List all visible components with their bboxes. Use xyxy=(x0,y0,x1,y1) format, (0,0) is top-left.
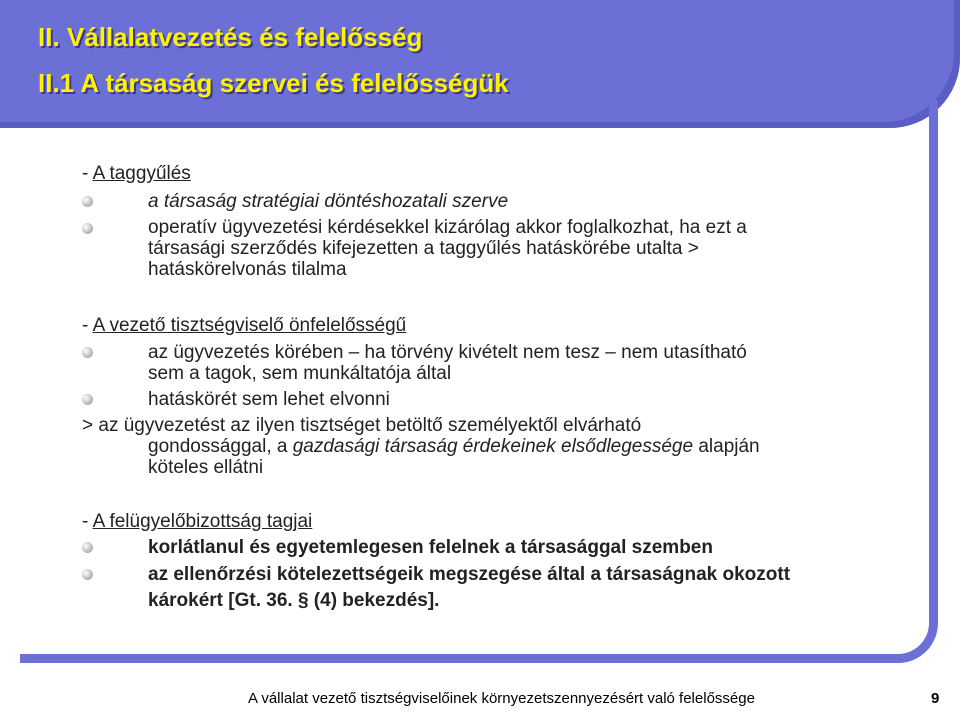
section-heading-vezeto: - A vezető tisztségviselő önfelelősségű xyxy=(82,315,407,336)
section-heading-taggyules: - A taggyűlés xyxy=(82,163,191,184)
list-item: az ellenőrzési kötelezettségeik megszegése által a társaságnak okozott xyxy=(148,564,791,585)
bullet-icon xyxy=(82,223,93,234)
list-item: korlátlanul és egyetemlegesen felelnek a társasággal szemben xyxy=(148,537,713,558)
list-item: az ügyvezetés körében – ha törvény kivételt nem tesz – nem utasítható xyxy=(148,342,747,363)
list-item-cont: sem a tagok, sem munkáltatója által xyxy=(148,363,452,384)
list-item: operatív ügyvezetési kérdésekkel kizárólag akkor foglalkozhat, ha ezt a xyxy=(148,217,747,238)
consequence-line-cont: gondossággal, a gazdasági társaság érdekeinek elsődlegessége alapján xyxy=(148,436,760,457)
section-heading-fb: - A felügyelőbizottság tagjai xyxy=(82,511,313,532)
bullet-icon xyxy=(82,196,93,207)
bullet-icon xyxy=(82,394,93,405)
list-item-cont: társasági szerződés kifejezetten a taggyűlés hatáskörébe utalta > xyxy=(148,238,699,259)
slide-subtitle: II.1 A társaság szervei és felelősségük xyxy=(38,68,509,98)
list-item: hatáskörét sem lehet elvonni xyxy=(148,389,390,410)
list-item-cont: hatáskörelvonás tilalma xyxy=(148,259,347,280)
footer xyxy=(0,690,960,714)
bullet-icon xyxy=(82,569,93,580)
list-item-cont: károkért [Gt. 36. § (4) bekezdés]. xyxy=(148,590,440,611)
footer-text: A vállalat vezető tisztségviselőinek környezetszennyezésért való felelőssége xyxy=(248,690,755,707)
consequence-line: > az ügyvezetést az ilyen tisztséget betöltő személyektől elvárható xyxy=(82,415,642,436)
bullet-icon xyxy=(82,347,93,358)
slide-title: II. Vállalatvezetés és felelősség xyxy=(38,22,423,52)
bullet-icon xyxy=(82,542,93,553)
consequence-line-cont: köteles ellátni xyxy=(148,457,264,478)
page-number: 9 xyxy=(931,690,940,707)
list-item: a társaság stratégiai döntéshozatali szerve xyxy=(148,191,509,212)
